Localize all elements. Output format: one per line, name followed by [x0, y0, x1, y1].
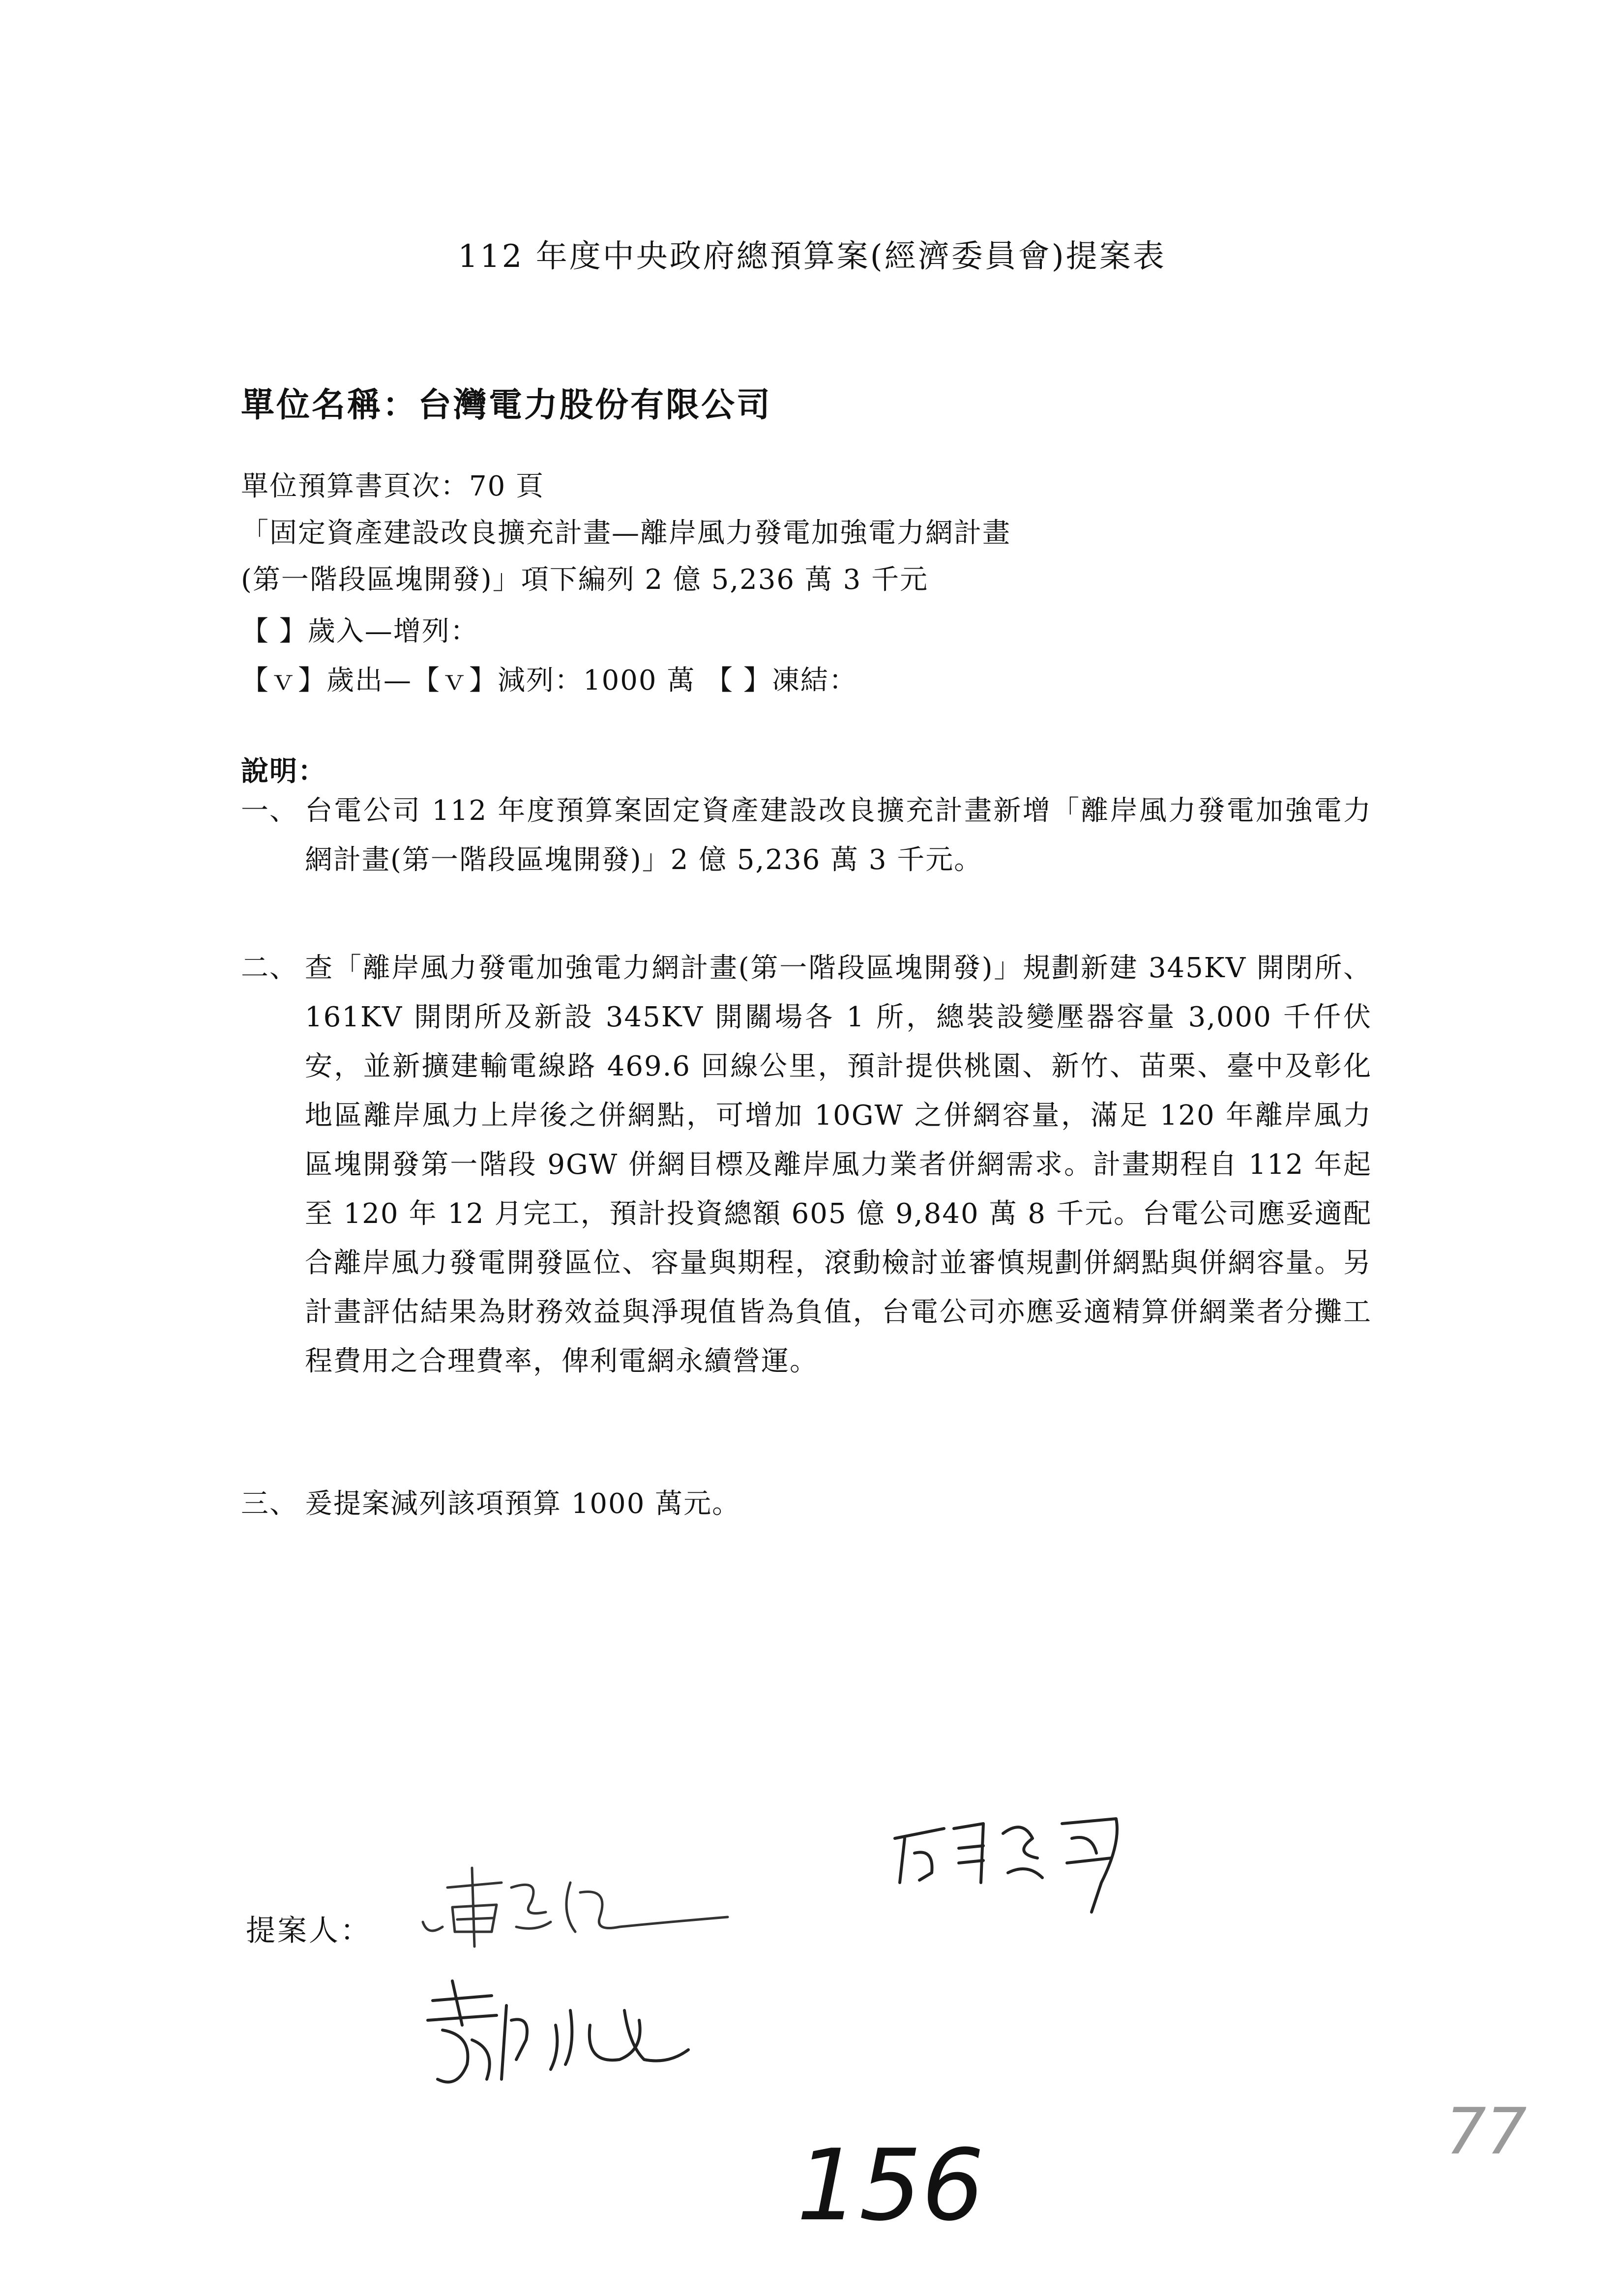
item-text: 台電公司 112 年度預算案固定資產建設改良擴充計畫新增「離岸風力發電加強電力網計畫(第一階段區塊開發)」2 億 5,236 萬 3 千元。 — [305, 795, 1372, 876]
signature-1 — [413, 1858, 757, 1966]
revenue-line: 【 】歲入—增列： — [241, 615, 479, 647]
budget-page-line: 單位預算書頁次：70 頁 — [241, 470, 545, 502]
document-title: 112 年度中央政府總預算案(經濟委員會)提案表 — [458, 238, 1166, 275]
explanation-heading: 說明： — [241, 755, 326, 787]
unit-name: 單位名稱：台灣電力股份有限公司 — [241, 385, 772, 425]
item-number: 二、 — [241, 952, 298, 984]
item-text: 爰提案減列該項預算 1000 萬元。 — [305, 1488, 741, 1520]
page-number-faint: 77 — [1446, 2094, 1527, 2169]
explanation-item-3 — [241, 1480, 1372, 1529]
plan-line-2: (第一階段區塊開發)」項下編列 2 億 5,236 萬 3 千元 — [241, 564, 929, 596]
page-number: 156 — [797, 2128, 984, 2243]
proposer-label: 提案人： — [246, 1914, 372, 1948]
signature-2 — [885, 1799, 1160, 1927]
signature-3 — [413, 1966, 757, 2104]
explanation-item-2 — [241, 944, 1372, 1386]
item-number: 三、 — [241, 1488, 298, 1520]
explanation-item-1 — [241, 786, 1372, 885]
expense-line: 【ｖ】歲出—【ｖ】減列：1000 萬 【 】凍結： — [241, 665, 857, 697]
item-text: 查「離岸風力發電加強電力網計畫(第一階段區塊開發)」規劃新建 345KV 開閉所、161KV 開閉所及新設 345KV 開關場各 1 所，總裝設變壓器容量 3,000 千仟伏安，並新擴建輸電線路 469.6 回線公里，預計提供桃園、新竹、苗栗、臺中及彰化地區離岸風力上岸後之併網點，可增加 10GW 之併網容量，滿足 120 年離岸風力區塊開發第一階段 9GW 併網目標及離岸風力業者併網需求。計畫期程自 112 年起至 120 年 12 月完工，預計投資總額 605 億 9,840 萬 8 千元。台電公司應妥適配合離岸風力發電開發區位、容量與期程，滾動檢討並審慎規劃併網點與併網容量。另計畫評估結果為財務效益與淨現值皆為負值，台電公司亦應妥適精算併網業者分攤工程費用之合理費率，俾利電網永續營運。 — [305, 952, 1372, 1377]
plan-line-1: 「固定資產建設改良擴充計畫—離岸風力發電加強電力網計畫 — [241, 517, 1011, 549]
item-number: 一、 — [241, 795, 298, 827]
